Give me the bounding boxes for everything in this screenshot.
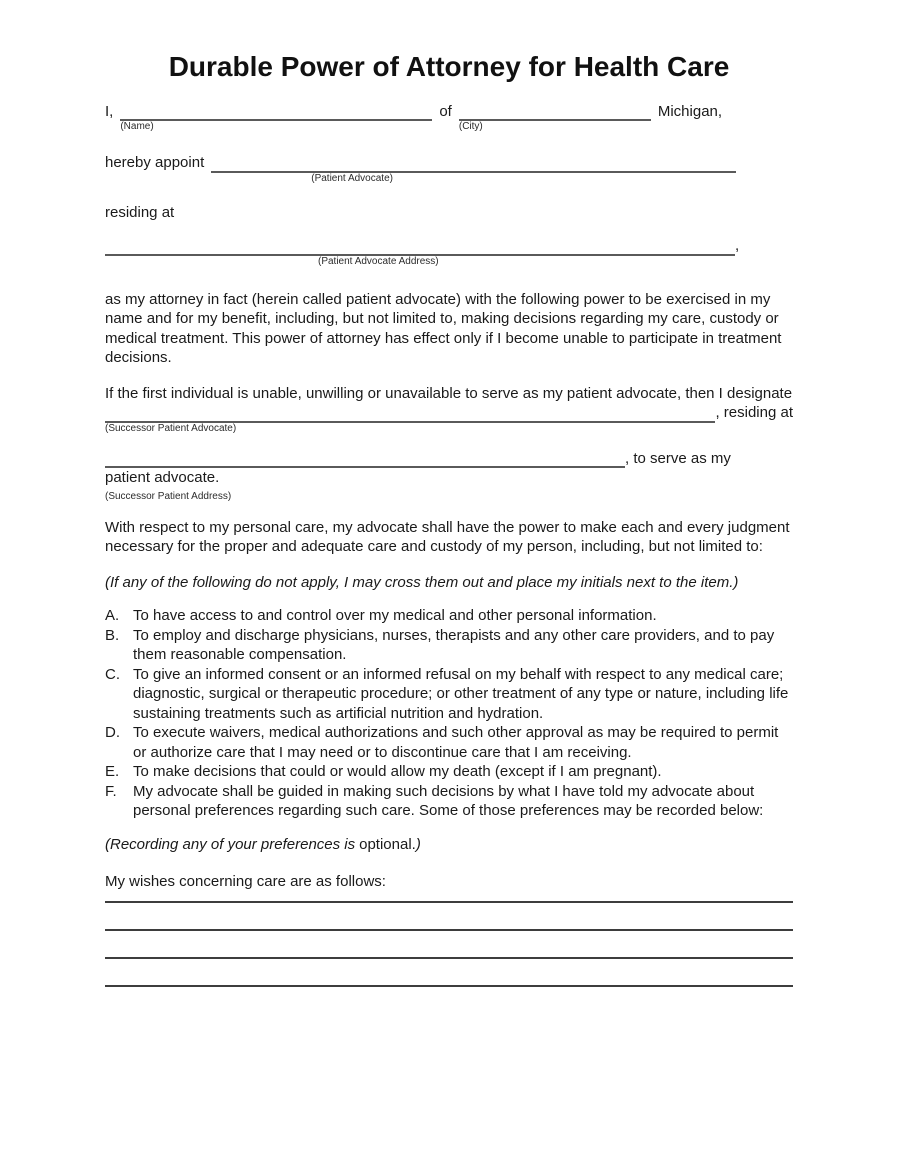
name-blank	[120, 102, 432, 133]
recording-optional-note	[105, 835, 793, 855]
opening-state: Michigan,	[657, 102, 723, 120]
writing-line-1	[105, 901, 793, 903]
patient-advocate-caption: (Patient Advocate)	[311, 172, 393, 184]
list-item-f	[105, 782, 793, 821]
list-letter: F.	[105, 782, 117, 800]
residing-at-lead: residing at	[105, 203, 175, 221]
recording-note-regular-part: optional.	[359, 835, 416, 853]
document-title: Durable Power of Attorney for Health Care	[168, 51, 730, 82]
list-letter: C.	[105, 665, 120, 683]
appointment-line	[105, 153, 793, 184]
list-text: My advocate shall be guided in making such decisions by what I have told my advocate about personal preferences regarding such care. Some of those preferences may be recorded below:	[133, 782, 764, 820]
list-item-d	[105, 723, 793, 762]
successor-address-blank	[105, 449, 625, 468]
successor-serve-suffix: , to serve as my	[625, 449, 731, 467]
list-item-e	[105, 762, 793, 782]
successor-residing-suffix: , residing at	[715, 404, 793, 422]
advocate-address-line	[105, 236, 793, 267]
list-letter: E.	[105, 763, 120, 781]
cross-out-note: (If any of the following do not apply, I may cross them out and place my initials next to the item.)	[105, 573, 739, 591]
city-caption: (City)	[458, 121, 483, 133]
powers-list	[105, 606, 793, 821]
opening-connector: of	[439, 102, 452, 120]
wishes-lead: My wishes concerning care are as follows:	[105, 873, 386, 891]
recording-note-close-paren: )	[415, 835, 421, 853]
successor-address-line	[105, 449, 793, 469]
list-letter: D.	[105, 724, 120, 742]
successor-advocate-blank	[105, 404, 715, 434]
successor-advocate-caption: (Successor Patient Advocate)	[105, 422, 237, 434]
list-item-b	[105, 626, 793, 665]
patient-advocate-blank	[211, 154, 736, 184]
list-letter: A.	[105, 607, 120, 625]
writing-line-3	[105, 957, 793, 959]
list-text: To execute waivers, medical authorizations and such other approval as may be required to permit or authorize care that I may need or to discontinue care that I am receiving.	[133, 724, 779, 761]
successor-address-caption: (Successor Patient Address)	[105, 490, 232, 502]
powers-paragraph: as my attorney in fact (herein called patient advocate) with the following power to be exercised in my name and for my benefit, including, but not limited to, making decisions regarding my care, custody or medical treatment. This power of attorney has effect only if I become unable to participate in treatment decisions.	[105, 290, 782, 367]
appointment-lead: hereby appoint	[105, 154, 205, 172]
successor-serve-continuation: patient advocate.	[105, 469, 220, 487]
patient-advocate-address-blank	[105, 237, 735, 267]
opening-line	[105, 102, 793, 133]
writing-line-2	[105, 929, 793, 931]
list-text: To have access to and control over my medical and other personal information.	[133, 607, 657, 625]
writing-line-4	[105, 985, 793, 987]
patient-advocate-address-caption: (Patient Advocate Address)	[318, 255, 439, 267]
opening-prefix: I,	[105, 102, 114, 120]
address-trailing-comma: ,	[735, 237, 740, 255]
successor-intro-paragraph: If the first individual is unable, unwilling or unavailable to serve as my patient advocate, then I designate	[105, 384, 793, 402]
list-letter: B.	[105, 626, 120, 644]
list-text: To give an informed consent or an informed refusal on my behalf with respect to any medical care; diagnostic, surgical or therapeutic procedure; or other treatment of any type or nature, including life sustaining treatments such as artificial nutrition and hydration.	[133, 665, 789, 722]
list-text: To employ and discharge physicians, nurses, therapists and any other care providers, and to pay them reasonable compensation.	[133, 626, 775, 664]
successor-advocate-line	[105, 403, 793, 434]
name-caption: (Name)	[120, 121, 154, 133]
personal-care-paragraph: With respect to my personal care, my advocate shall have the power to make each and every judgment necessary for the proper and adequate care and custody of my person, including, but not limited to:	[105, 518, 790, 556]
recording-note-italic-part: (Recording any of your preferences is	[105, 835, 356, 853]
list-text: To make decisions that could or would allow my death (except if I am pregnant).	[133, 763, 662, 781]
list-item-c	[105, 665, 793, 724]
wishes-writing-area	[105, 901, 793, 987]
list-item-a	[105, 606, 793, 626]
city-blank	[458, 102, 651, 133]
